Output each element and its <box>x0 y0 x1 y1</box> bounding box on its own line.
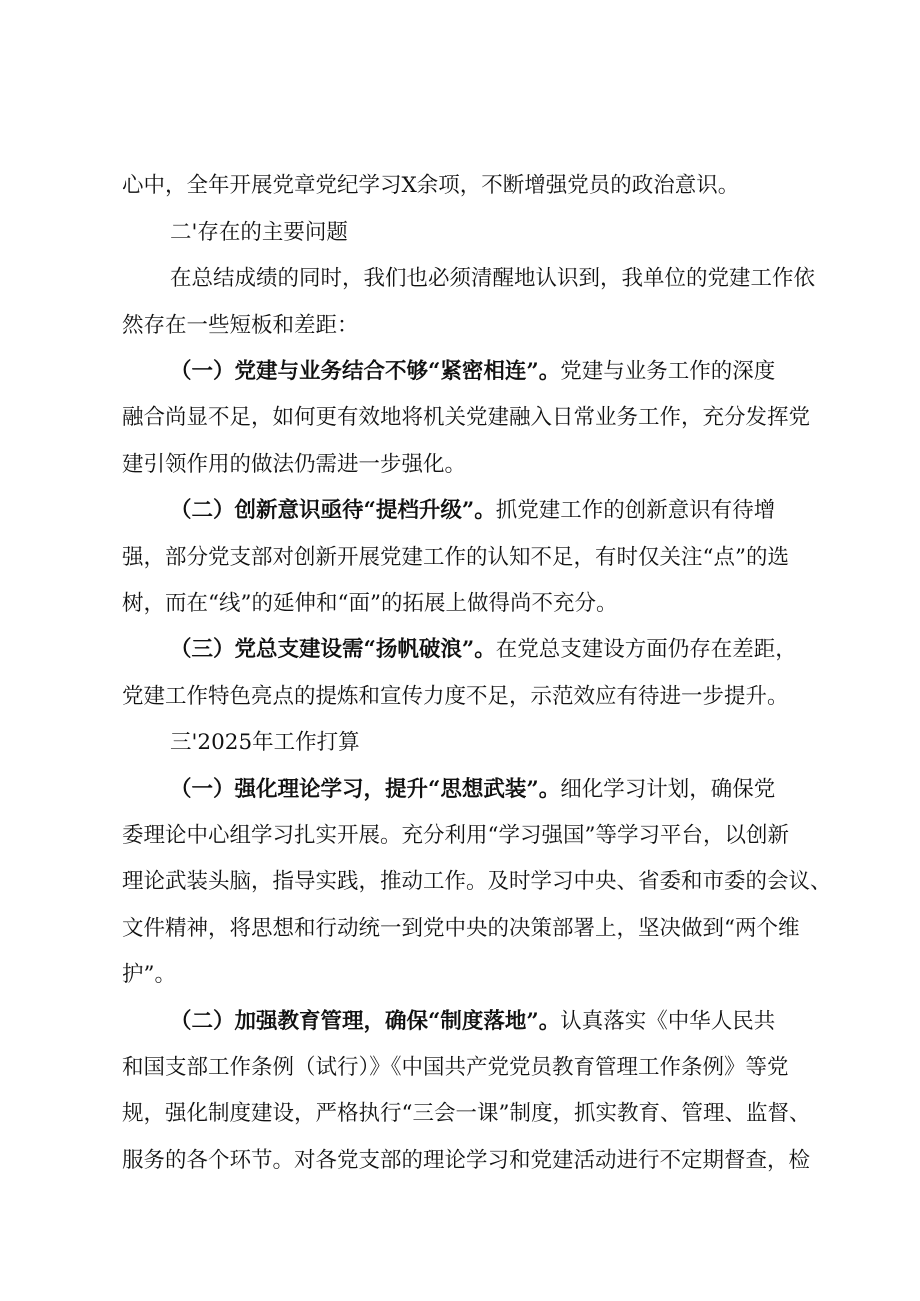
subsection-title: （一）强化理论学习，提升“思想武装”。 <box>170 777 561 802</box>
subsection-title: （二）加强教育管理，确保“制度落地”。 <box>170 1009 561 1034</box>
subsection-line: （二）加强教育管理，确保“制度落地”。认真落实《中华人民共 <box>170 1009 776 1034</box>
paragraph-line: 融合尚显不足，如何更有效地将机关党建融入日常业务工作，充分发挥党 <box>122 405 811 430</box>
paragraph-line: 护”。 <box>122 962 176 987</box>
paragraph-line: 文件精神，将思想和行动统一到党中央的决策部署上，坚决做到“两个维 <box>122 916 800 941</box>
paragraph-line: 和国支部工作条例（试行）》《中国共产党党员教育管理工作条例》等党 <box>122 1055 789 1080</box>
subsection-line: （一）强化理论学习，提升“思想武装”。细化学习计划，确保党 <box>170 777 776 802</box>
paragraph-line: 在总结成绩的同时，我们也必须清醒地认识到，我单位的党建工作依 <box>170 266 816 291</box>
paragraph-line: 党建工作特色亮点的提炼和宣传力度不足，示范效应有待进一步提升。 <box>122 684 789 709</box>
subsection-title: （一）党建与业务结合不够“紧密相连”。 <box>170 359 561 384</box>
subsection-line: （三）党总支建设需“扬帆破浪”。在党总支建设方面仍存在差距， <box>170 637 797 662</box>
paragraph-line: 强，部分党支部对创新开展党建工作的认知不足，有时仅关注“点”的选 <box>122 545 789 570</box>
paragraph-line: 心中，全年开展党章党纪学习X余项，不断增强党员的政治意识。 <box>122 173 740 198</box>
paragraph-line: 规，强化制度建设，严格执行“三会一课”制度，抓实教育、管理、监督、 <box>122 1101 811 1126</box>
paragraph-line: 理论武装头脑，指导实践，推动工作。及时学习中央、省委和市委的会议、 <box>122 869 832 894</box>
subsection-title: （二）创新意识亟待“提档升级”。 <box>170 498 496 523</box>
subsection-line: （一）党建与业务结合不够“紧密相连”。党建与业务工作的深度 <box>170 359 776 384</box>
paragraph-line: 委理论中心组学习扎实开展。充分利用“学习强国”等学习平台，以创新 <box>122 823 789 848</box>
paragraph-line: 服务的各个环节。对各党支部的理论学习和党建活动进行不定期督查，检 <box>122 1148 811 1173</box>
subsection-line: （二）创新意识亟待“提档升级”。抓党建工作的创新意识有待增 <box>170 498 776 523</box>
section-heading: 三'2025年工作打算 <box>170 730 360 755</box>
paragraph-line: 树，而在“线”的延伸和“面”的拓展上做得尚不充分。 <box>122 591 618 616</box>
subsection-title: （三）党总支建设需“扬帆破浪”。 <box>170 637 496 662</box>
paragraph-line: 然存在一些短板和差距： <box>122 313 359 338</box>
section-heading: 二'存在的主要问题 <box>170 220 348 245</box>
paragraph-line: 建引领作用的做法仍需进一步强化。 <box>122 452 467 477</box>
